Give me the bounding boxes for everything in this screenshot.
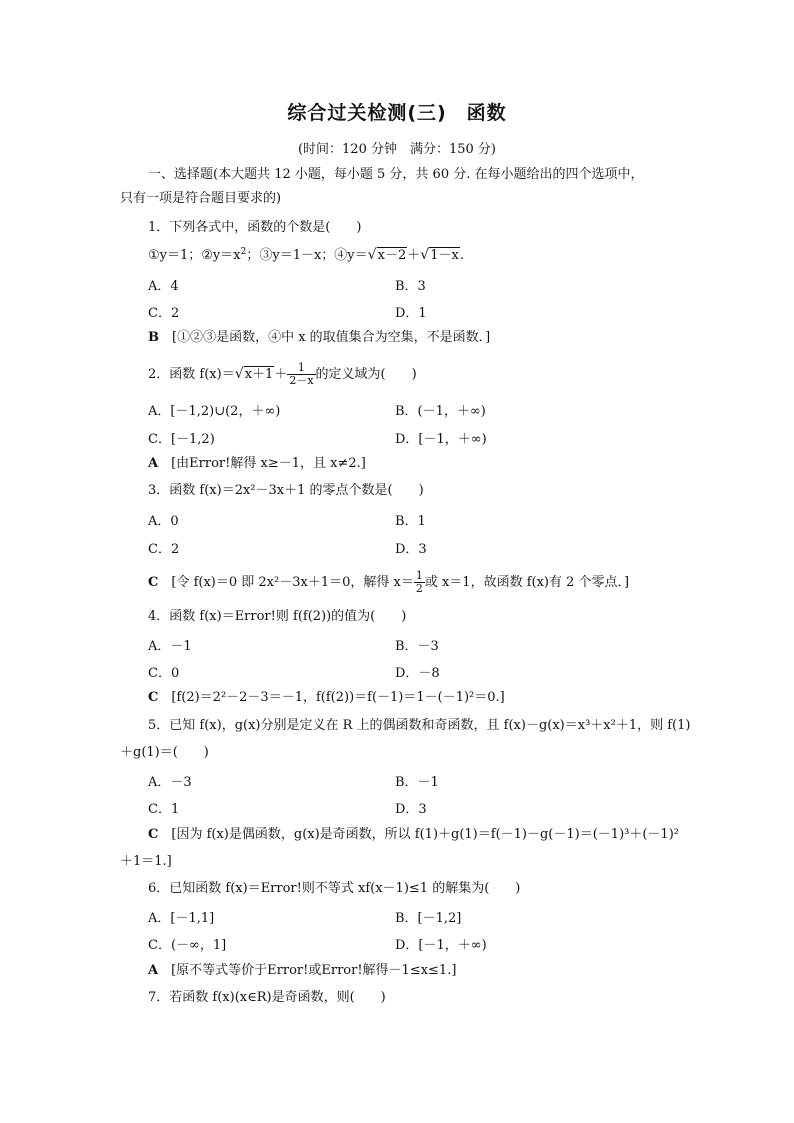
- section-intro-line1: 一、选择题(本大题共 12 小题，每小题 5 分，共 60 分. 在每小题给出的四个选项中，: [148, 167, 644, 182]
- q1-option-a: A．4: [148, 279, 179, 294]
- q1-items-mid: ；③y＝1－x；④y＝: [246, 248, 368, 263]
- q1-option-d: D．1: [395, 306, 427, 321]
- q2-answer: [148, 455, 366, 473]
- q5-option-c: C．1: [148, 802, 180, 817]
- q5-stem-line1: 5．已知 f(x)，g(x)分别是定义在 R 上的偶函数和奇函数，且 f(x)－g(x)＝x³＋x²＋1，则 f(1): [148, 718, 691, 733]
- q1-option-b: B．3: [395, 279, 426, 294]
- q1-stem: 1．下列各式中，函数的个数是( ): [148, 220, 362, 235]
- q1-items: [148, 247, 464, 265]
- q4-option-a: A．－1: [148, 639, 192, 654]
- q5-option-d: D．3: [395, 802, 427, 817]
- q5-option-a: A．－3: [148, 775, 192, 790]
- q1-answer: [148, 329, 490, 347]
- q6-stem: 6．已知函数 f(x)＝Error!则不等式 xf(x－1)≤1 的解集为( ): [148, 881, 521, 896]
- q1-option-c: C．2: [148, 306, 180, 321]
- q1-answer-letter: B: [148, 330, 159, 345]
- q1-radical-2: √ 1－x: [420, 247, 460, 265]
- q2-stem-suffix: 的定义域为( ): [315, 367, 417, 382]
- q2-option-d: D．[－1，＋∞): [395, 432, 487, 447]
- q4-answer-text: [f(2)＝2²－2－3＝－1，f(f(2))＝f(－1)＝1－(－1)²＝0.]: [171, 690, 505, 705]
- q3-option-b: B．1: [395, 514, 426, 529]
- q3-answer-prefix: [令 f(x)＝0 即 2x²－3x＋1＝0，解得 x＝: [171, 575, 414, 590]
- q2-radical: √ x＋1: [235, 366, 275, 384]
- q4-answer: [148, 689, 505, 707]
- q1-plus: ＋: [407, 248, 421, 263]
- q5-answer-letter: C: [148, 827, 159, 842]
- q2-option-a: A．[－1,2)∪(2，＋∞): [148, 404, 281, 419]
- q3-fraction: $\frac{1}{2}$: [415, 569, 423, 595]
- q1-radical-1: √ x－2: [368, 247, 408, 265]
- q3-answer-suffix: 或 x＝1，故函数 f(x)有 2 个零点．]: [424, 575, 630, 590]
- q5-option-b: B．－1: [395, 775, 439, 790]
- q4-option-c: C．0: [148, 666, 180, 681]
- q7-stem: 7．若函数 f(x)(x∈R)是奇函数，则( ): [148, 990, 386, 1005]
- q4-stem: 4．函数 f(x)＝Error!则 f(f(2))的值为( ): [148, 609, 407, 624]
- q2-option-c: C．[－1,2): [148, 432, 215, 447]
- q6-answer-letter: A: [148, 963, 159, 978]
- q4-answer-letter: C: [148, 690, 159, 705]
- q5-answer-line1: [148, 826, 679, 844]
- q5-answer-text: [因为 f(x)是偶函数，g(x)是奇函数，所以 f(1)＋g(1)＝f(－1)－g(－1)＝(－1)³＋(－1)²: [171, 827, 679, 842]
- q5-stem-line2: ＋g(1)＝( ): [120, 745, 209, 760]
- q2-stem: [148, 362, 417, 387]
- q1-answer-text: [①②③是函数，④中 x 的取值集合为空集，不是函数．]: [172, 330, 491, 345]
- q2-option-b: B．(－1，＋∞): [395, 404, 486, 419]
- page-title: 综合过关检测(三) 函数: [287, 102, 507, 124]
- q6-option-d: D．[－1，＋∞): [395, 938, 487, 953]
- section-intro-line2: 只有一项是符合题目要求的): [120, 191, 282, 206]
- q6-option-a: A．[－1,1]: [148, 911, 215, 926]
- q3-stem: 3．函数 f(x)＝2x²－3x＋1 的零点个数是( ): [148, 483, 424, 498]
- q4-option-d: D．－8: [395, 666, 440, 681]
- page-subtitle: (时间：120 分钟 满分：150 分): [297, 142, 497, 157]
- q6-option-c: C．(－∞，1]: [148, 938, 227, 953]
- q3-option-c: C．2: [148, 542, 180, 557]
- q6-answer-text: [原不等式等价于Error!或Error!解得－1≤x≤1.]: [171, 963, 457, 978]
- q3-answer: [148, 570, 629, 595]
- q2-answer-letter: A: [148, 456, 159, 471]
- q2-fraction: $\frac{1}{2-x}$: [289, 361, 314, 387]
- q2-plus: ＋: [274, 367, 288, 382]
- q4-option-b: B．－3: [395, 639, 439, 654]
- q5-answer-line2: ＋1＝1.]: [120, 854, 172, 869]
- q6-answer: [148, 962, 456, 980]
- q2-stem-prefix: 2．函数 f(x)＝: [148, 367, 235, 382]
- q6-option-b: B．[－1,2]: [395, 911, 462, 926]
- q3-answer-letter: C: [148, 575, 159, 590]
- q1-items-prefix: ①y＝1；②y＝x: [148, 248, 241, 263]
- q2-answer-text: [由Error!解得 x≥－1，且 x≠2.]: [171, 456, 366, 471]
- q3-option-d: D．3: [395, 542, 427, 557]
- q3-option-a: A．0: [148, 514, 179, 529]
- q1-exp: 2: [240, 247, 247, 257]
- q1-dot: .: [459, 248, 465, 263]
